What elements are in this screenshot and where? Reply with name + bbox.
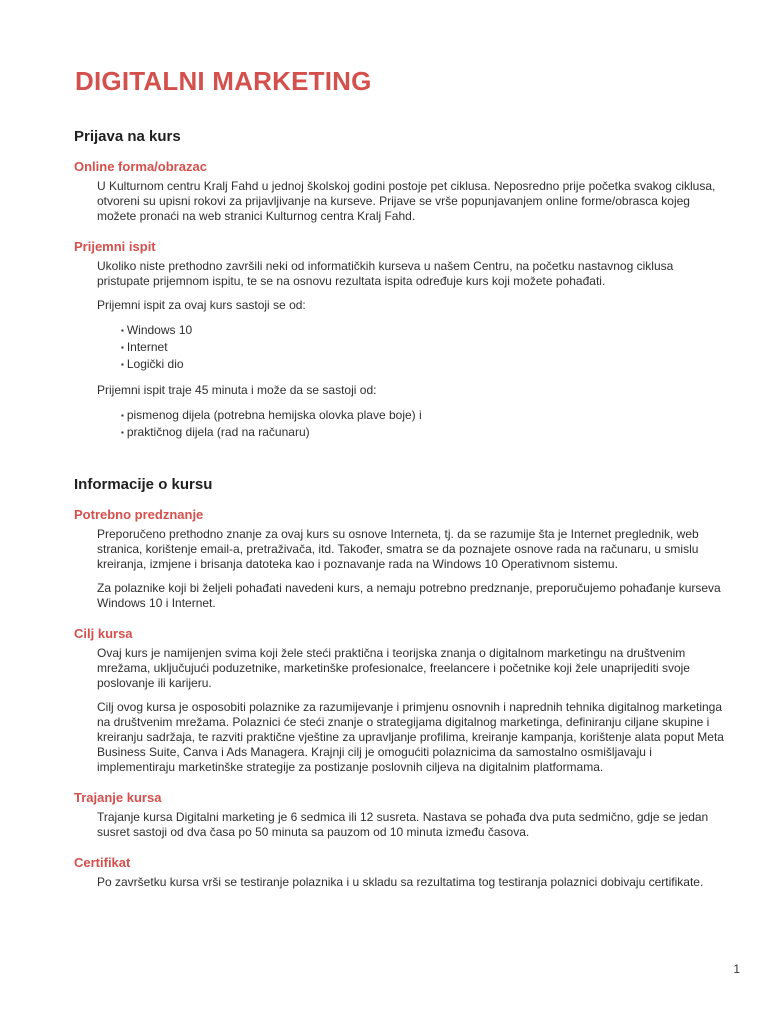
- page-number: 1: [733, 962, 740, 976]
- paragraph: Prijemni ispit za ovaj kurs sastoji se od:: [97, 298, 306, 312]
- paragraph: Preporučeno prethodno znanje za ovaj kurs su osnove Interneta, tj. da se razumije šta je Internet preglednik, web stranica, korištenje email-a, pretraživača, itd. Također, smatra se da poznajete osnove rada na računaru, u smislu kreiranja, izmjene i brisanja datoteka kao i poznavanje rada na Windows 10 Operativnom sistemu.: [97, 527, 699, 571]
- subheading-trajanje: Trajanje kursa: [74, 790, 162, 805]
- exam-topics-list: [121, 322, 724, 373]
- subheading-predznanje: Potrebno predznanje: [74, 507, 204, 522]
- paragraph: Ukoliko niste prethodno završili neki od informatičkih kurseva u našem Centru, na početku nastavnog ciklusa pristupate prijemnom ispitu, te se na osnovu rezultata ispita određuje kurs koji možete pohađati.: [97, 259, 674, 288]
- section-heading-informacije: Informacije o kursu: [74, 476, 213, 493]
- list-item: ▪ pismenog dijela (potrebna hemijska olovka plave boje) i: [121, 407, 724, 424]
- subheading-online-forma: Online forma/obrazac: [74, 159, 207, 174]
- paragraph: Cilj ovog kursa je osposobiti polaznike za razumijevanje i primjenu osnovnih i naprednih tehnika digitalnog marketinga na društvenim mrežama. Polaznici će steći znanje o strategijama digitalnog marketinga, definiranju ciljane skupine i kreiranju sadržaja, te razviti praktične vještine za upravljanje profilima, kreiranje kampanja, korištenje alata poput Meta Business Suite, Canva i Ads Managera. Krajnji cilj je omogućiti polaznicima da samostalno osmišljavaju i implementiraju marketinške strategije za postizanje poslovnih ciljeva na digitalnim platformama.: [97, 700, 724, 774]
- document-title: DIGITALNI MARKETING: [75, 66, 372, 96]
- paragraph: U Kulturnom centru Kralj Fahd u jednoj školskoj godini postoje pet ciklusa. Neposredno prije početka svakog ciklusa, otvoreni su upisni rokovi za prijavljivanje na kurseve. Prijave se vrše popunjavanjem online forme/obrasca kojeg možete pronaći na web stranici Kulturnog centra Kralj Fahd.: [97, 179, 716, 223]
- document-body: [74, 128, 724, 899]
- list-item: ▪ praktičnog dijela (rad na računaru): [121, 424, 724, 441]
- paragraph: Trajanje kursa Digitalni marketing je 6 sedmica ili 12 susreta. Nastava se pohađa dva puta sedmično, gdje se jedan susret sastoji od dva časa po 50 minuta sa pauzom od 10 minuta između časova.: [97, 810, 709, 839]
- subheading-certifikat: Certifikat: [74, 855, 131, 870]
- subheading-cilj-kursa: Cilj kursa: [74, 626, 133, 641]
- paragraph: Za polaznike koji bi željeli pohađati navedeni kurs, a nemaju potrebno predznanje, preporučujemo pohađanje kurseva Windows 10 i Internet.: [97, 581, 721, 610]
- paragraph: Prijemni ispit traje 45 minuta i može da se sastoji od:: [97, 383, 377, 397]
- list-item: ▪ Windows 10: [121, 322, 724, 339]
- paragraph: Ovaj kurs je namijenjen svima koji žele steći praktična i teorijska znanja o digitalnom marketingu na društvenim mrežama, uključujući poduzetnike, marketinške profesionalce, freelancere i početnike koji žele unaprijediti svoje poslovanje ili karijeru.: [97, 646, 690, 690]
- exam-parts-list: [121, 407, 724, 441]
- subheading-prijemni-ispit: Prijemni ispit: [74, 239, 156, 254]
- section-heading-prijava: Prijava na kurs: [74, 128, 181, 145]
- list-item: ▪ Logički dio: [121, 356, 724, 373]
- list-item: ▪ Internet: [121, 339, 724, 356]
- paragraph: Po završetku kursa vrši se testiranje polaznika i u skladu sa rezultatima tog testiranja polaznici dobivaju certifikate.: [97, 875, 704, 889]
